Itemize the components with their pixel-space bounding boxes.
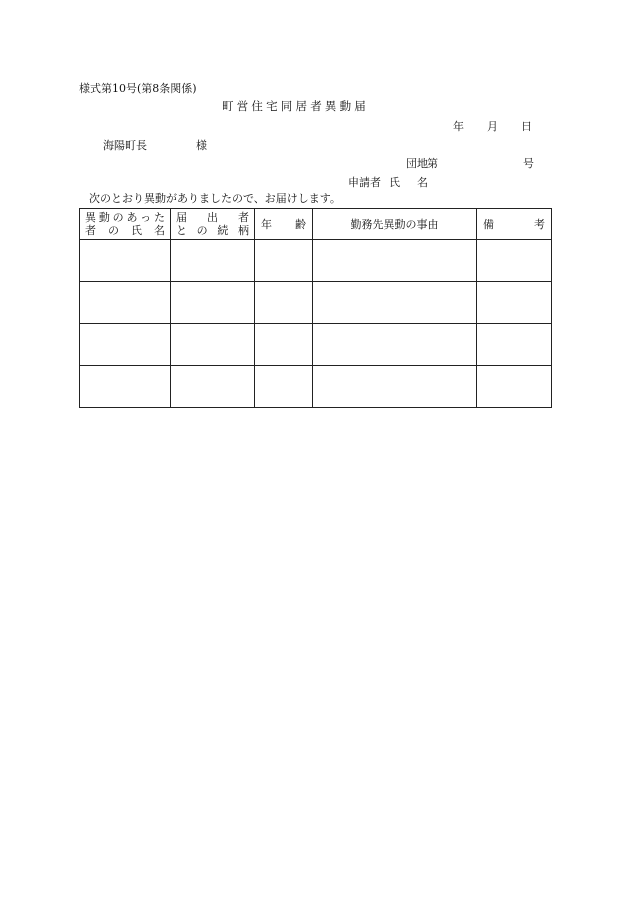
name-cell[interactable] [80,282,171,324]
header-changed-person-name [80,209,171,240]
table-row [80,324,552,366]
reason-cell[interactable] [313,240,477,282]
document-title: 町営住宅同居者異動届 [222,99,369,113]
name-cell[interactable] [80,366,171,408]
relationship-cell[interactable] [171,366,255,408]
date-day-label: 日 [521,120,532,133]
header-age [255,209,313,240]
remarks-cell[interactable] [477,240,552,282]
table-row [80,282,552,324]
date-year-label: 年 [453,120,464,133]
go-label: 号 [523,157,534,170]
table-header-row [80,209,552,240]
remarks-cell[interactable] [477,366,552,408]
header-col4: 勤務先異動の事由 [350,218,439,231]
name-cell[interactable] [80,324,171,366]
relationship-cell[interactable] [171,282,255,324]
header-col5: 備考 [483,218,545,231]
danchi-label: 団地 [406,157,428,170]
reason-cell[interactable] [313,282,477,324]
remarks-cell[interactable] [477,282,552,324]
name-cell[interactable] [80,240,171,282]
table-row [80,366,552,408]
header-col2-line2: との続柄 [176,224,249,237]
intro-text: 次のとおり異動がありましたので、お届けします。 [89,192,341,205]
date-month-label: 月 [487,120,498,133]
header-relationship [171,209,255,240]
age-cell[interactable] [255,240,313,282]
header-col3: 年齢 [261,218,306,231]
addressee-name: 海陽町長 [103,139,147,152]
relationship-cell[interactable] [171,324,255,366]
table-row [80,240,552,282]
reason-cell[interactable] [313,324,477,366]
age-cell[interactable] [255,324,313,366]
age-cell[interactable] [255,366,313,408]
header-remarks [477,209,552,240]
dai-label: 第 [427,157,438,170]
header-col1-line2: 者の氏名 [85,224,165,237]
applicant-label: 申請者 [348,176,381,189]
header-col1-line1: 異動のあった [85,211,165,224]
age-cell[interactable] [255,282,313,324]
remarks-cell[interactable] [477,324,552,366]
applicant-shi-label: 氏 [389,176,400,189]
header-reason [313,209,477,240]
reason-cell[interactable] [313,366,477,408]
applicant-mei-label: 名 [417,176,428,189]
relationship-cell[interactable] [171,240,255,282]
addressee-honorific: 様 [196,139,207,152]
header-col2-line1: 届出者 [176,211,249,224]
form-number: 様式第10号(第8条関係) [79,82,197,95]
change-entries-table [79,208,552,408]
